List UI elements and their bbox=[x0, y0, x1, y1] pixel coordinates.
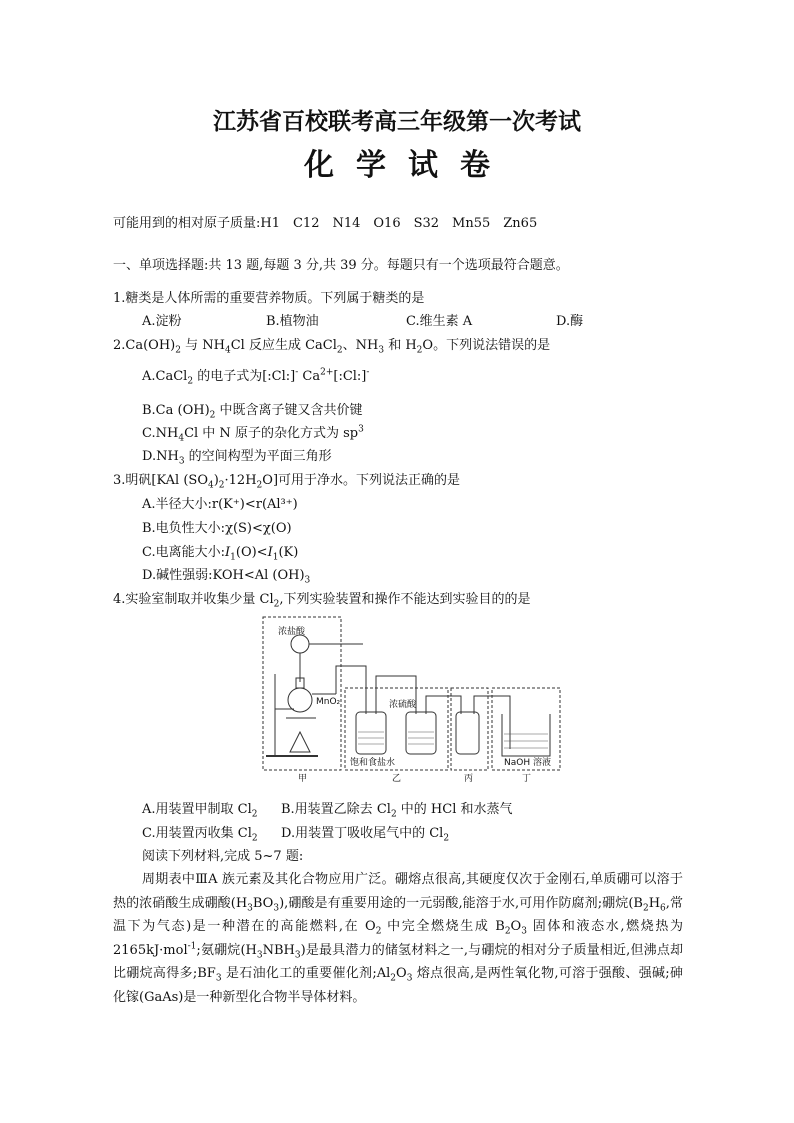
q1-option-c: C.维生素 A bbox=[406, 314, 473, 329]
q1-stem: 1.糖类是人体所需的重要营养物质。下列属于糖类的是 bbox=[113, 291, 425, 306]
label-yi: 乙 bbox=[392, 774, 402, 784]
q2-option-d: $D.NH_3$ 的空间构型为平面三角形 bbox=[142, 449, 332, 467]
reading-instruction: 阅读下列材料,完成 5~7 题: bbox=[142, 849, 304, 864]
label-jia: 甲 bbox=[298, 774, 308, 784]
reading-material: 周期表中ⅢA 族元素及其化合物应用广泛。硼熔点很高,其硬度仅次于金刚石,单质硼可以溶于热的浓硝酸生成硼酸$(H_3BO_3)$,硼酸是有重要用途的一元弱酸,能溶于水,可用作防腐剂;硼烷($B_2H_6$,常温下为气态)是一种潜在的高能燃料,在 $O_2$ 中完全燃烧生成 $B_2O_3$ 固体和液态水,燃烧热为 2165kJ·mol$^{-1}$;氨硼烷$(H_3NBH_3)$是最具潜力的储氢材料之一,与硼烷的相对分子质量相近,但沸点却比硼烷高得多$;BF_3$ 是石油化工的重要催化剂$;Al_2O_3$ 熔点很高,是两性氧化物,可溶于强酸、强碱;砷化镓(GaAs)是一种新型化合物半导体材料。 bbox=[113, 872, 684, 1005]
q2-option-a: A.CaCl$_2$ 的电子式为[:Cl:]- $Ca^{2+}[:Cl:]^-$ bbox=[142, 367, 370, 387]
q2-option-b: B.Ca $(OH)_2$ 中既含离子键又含共价键 bbox=[142, 403, 363, 421]
q1-option-b: B.植物油 bbox=[266, 314, 319, 329]
label-ding: 丁 bbox=[522, 774, 532, 784]
q3-option-c: C.电离能大小$:I_1(O)<I_1(K)$ bbox=[142, 545, 299, 563]
label-naoh: NaOH 溶液 bbox=[504, 758, 551, 768]
atomic-masses: 可能用到的相对原子质量:H1 C12 N14 O16 S32 Mn55 Zn65 bbox=[113, 216, 538, 231]
q1-option-a: A.淀粉 bbox=[142, 314, 182, 329]
q4-option-c: C.用装置丙收集 $Cl_2$ bbox=[142, 826, 258, 844]
label-bing: 丙 bbox=[464, 774, 474, 784]
exam-title: 江苏省百校联考高三年级第一次考试 bbox=[213, 108, 581, 135]
q4-stem: 4.实验室制取并收集少量 $Cl_2$,下列实验装置和操作不能达到实验目的的是 bbox=[113, 592, 531, 610]
label-mno2: MnO₂ bbox=[316, 697, 341, 707]
q1-option-d: D.酶 bbox=[556, 314, 584, 329]
label-brine: 饱和食盐水 bbox=[350, 758, 396, 768]
section-heading: 一、单项选择题:共 13 题,每题 3 分,共 39 分。每题只有一个选项最符合题意。 bbox=[113, 258, 569, 273]
q4-option-b: B.用装置乙除去 $Cl_2$ 中的 HCl 和水蒸气 bbox=[281, 802, 513, 820]
q3-option-a: A.半径大小:r(K⁺)<r(Al³⁺) bbox=[142, 497, 298, 512]
q2-option-c: $C.NH_4Cl$ 中 N 原子的杂化方式为 $sp^3$ bbox=[142, 424, 364, 444]
lab-apparatus-diagram bbox=[258, 614, 564, 784]
q2-stem: $2.Ca(OH)_2$ 与 $NH_4Cl$ 反应生成 CaCl$_2$、$NH_3$ 和 $H_2O$。下列说法错误的是 bbox=[113, 338, 551, 356]
label-h2so4: 浓硫酸 bbox=[389, 700, 417, 710]
q4-option-a: A.用装置甲制取 $Cl_2$ bbox=[142, 802, 258, 820]
q4-option-d: D.用装置丁吸收尾气中的 $Cl_2$ bbox=[281, 826, 450, 844]
q3-stem: 3.明矾[KAl $(SO_4)_2\cdot 12H_2O$]可用于净水。下列说法正确的是 bbox=[113, 473, 461, 491]
box-bing bbox=[451, 688, 488, 770]
q3-option-b: B.电负性大小:χ(S)<χ(O) bbox=[142, 521, 292, 536]
subject-title: 化学试卷 bbox=[304, 148, 512, 183]
q3-option-d: D.碱性强弱:KOH<Al $(OH)_3$ bbox=[142, 568, 311, 586]
label-acid: 浓盐酸 bbox=[278, 627, 306, 637]
